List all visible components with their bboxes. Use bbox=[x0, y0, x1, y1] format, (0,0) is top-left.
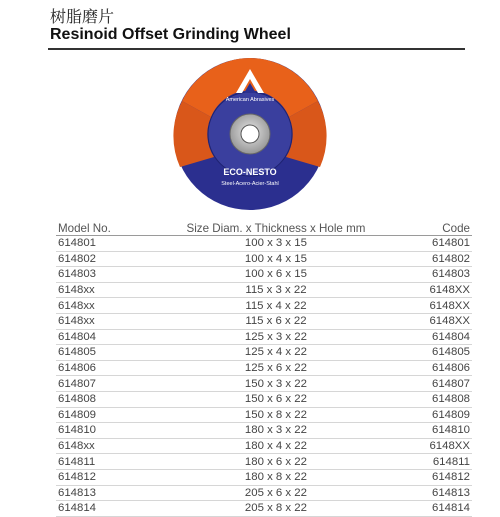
grinding-wheel-image bbox=[170, 57, 330, 211]
cell-code: 614803 bbox=[431, 268, 470, 281]
table-row bbox=[56, 439, 472, 455]
cell-size: 180 x 4 x 22 bbox=[244, 440, 307, 453]
cell-model: 614814 bbox=[58, 502, 97, 515]
cell-size: 180 x 3 x 22 bbox=[244, 424, 307, 437]
wheel-product-text: ECO-NESTO bbox=[223, 167, 277, 177]
cell-model: 6148xx bbox=[58, 440, 95, 453]
cell-code: 614810 bbox=[431, 424, 470, 437]
spec-table bbox=[56, 221, 472, 517]
cell-model: 614809 bbox=[58, 408, 97, 421]
cell-code: 614805 bbox=[431, 346, 470, 359]
cell-code: 614814 bbox=[431, 502, 470, 515]
cell-code: 614806 bbox=[431, 362, 470, 375]
table-row bbox=[56, 361, 472, 377]
table-row bbox=[56, 423, 472, 439]
wheel-brand-text: American Abrasives bbox=[225, 97, 275, 103]
cell-model: 614803 bbox=[58, 268, 97, 281]
cell-model: 614812 bbox=[58, 471, 97, 484]
cell-size: 180 x 6 x 22 bbox=[244, 455, 307, 468]
cell-code: 614813 bbox=[431, 486, 470, 499]
product-image bbox=[170, 57, 330, 211]
cell-code: 614809 bbox=[431, 408, 470, 421]
header-size: Size Diam. x Thickness x Hole mm bbox=[186, 221, 366, 235]
cell-model: 614806 bbox=[58, 362, 97, 375]
cell-model: 614813 bbox=[58, 486, 97, 499]
cell-code: 614812 bbox=[431, 471, 470, 484]
cell-model: 6148xx bbox=[58, 284, 95, 297]
cell-code: 614811 bbox=[432, 455, 470, 468]
cell-size: 180 x 8 x 22 bbox=[244, 471, 307, 484]
cell-code: 6148XX bbox=[429, 315, 470, 328]
cell-size: 150 x 6 x 22 bbox=[244, 393, 307, 406]
table-row bbox=[56, 392, 472, 408]
cell-code: 614801 bbox=[431, 237, 470, 250]
table-row bbox=[56, 236, 472, 252]
cell-size: 100 x 4 x 15 bbox=[244, 252, 307, 265]
cell-code: 614802 bbox=[431, 252, 470, 265]
cell-size: 205 x 8 x 22 bbox=[244, 502, 307, 515]
table-row bbox=[56, 454, 472, 470]
table-row bbox=[56, 314, 472, 330]
cell-model: 614808 bbox=[58, 393, 97, 406]
cell-model: 614807 bbox=[58, 377, 97, 390]
table-row bbox=[56, 501, 472, 517]
cell-code: 614808 bbox=[431, 393, 470, 406]
cell-size: 115 x 6 x 22 bbox=[245, 315, 307, 328]
cell-code: 6148XX bbox=[429, 284, 470, 297]
cell-code: 6148XX bbox=[429, 299, 470, 312]
cell-code: 6148XX bbox=[429, 440, 470, 453]
table-row bbox=[56, 252, 472, 268]
table-row bbox=[56, 470, 472, 486]
cell-model: 614811 bbox=[58, 455, 96, 468]
cell-model: 614810 bbox=[58, 424, 97, 437]
title-divider bbox=[48, 48, 465, 50]
table-row bbox=[56, 486, 472, 502]
table-row bbox=[56, 376, 472, 392]
cell-model: 6148xx bbox=[58, 315, 95, 328]
cell-model: 614802 bbox=[58, 252, 97, 265]
table-row bbox=[56, 408, 472, 424]
wheel-hole bbox=[241, 125, 259, 143]
table-row bbox=[56, 298, 472, 314]
page-title-chinese: 树脂磨片 bbox=[50, 7, 115, 26]
table-row bbox=[56, 267, 472, 283]
cell-size: 125 x 3 x 22 bbox=[244, 330, 307, 343]
table-row bbox=[56, 330, 472, 346]
cell-size: 100 x 6 x 15 bbox=[244, 268, 307, 281]
cell-code: 614804 bbox=[431, 330, 470, 343]
cell-size: 150 x 3 x 22 bbox=[244, 377, 307, 390]
cell-size: 100 x 3 x 15 bbox=[244, 237, 307, 250]
cell-model: 614805 bbox=[58, 346, 97, 359]
cell-size: 125 x 6 x 22 bbox=[244, 362, 307, 375]
cell-code: 614807 bbox=[431, 377, 470, 390]
cell-model: 614801 bbox=[58, 237, 97, 250]
wheel-materials-text: Steel-Acero-Acier-Stahl bbox=[221, 181, 279, 187]
page-title: Resinoid Offset Grinding Wheel bbox=[50, 26, 291, 43]
cell-size: 115 x 3 x 22 bbox=[245, 284, 307, 297]
cell-size: 150 x 8 x 22 bbox=[244, 408, 307, 421]
cell-model: 614804 bbox=[58, 330, 97, 343]
table-header-row bbox=[56, 221, 472, 236]
table-row bbox=[56, 345, 472, 361]
header-model: Model No. bbox=[58, 221, 111, 235]
cell-size: 205 x 6 x 22 bbox=[244, 486, 307, 499]
cell-size: 125 x 4 x 22 bbox=[244, 346, 307, 359]
cell-size: 115 x 4 x 22 bbox=[245, 299, 307, 312]
cell-model: 6148xx bbox=[58, 299, 95, 312]
table-row bbox=[56, 283, 472, 299]
header-code: Code bbox=[442, 221, 470, 235]
